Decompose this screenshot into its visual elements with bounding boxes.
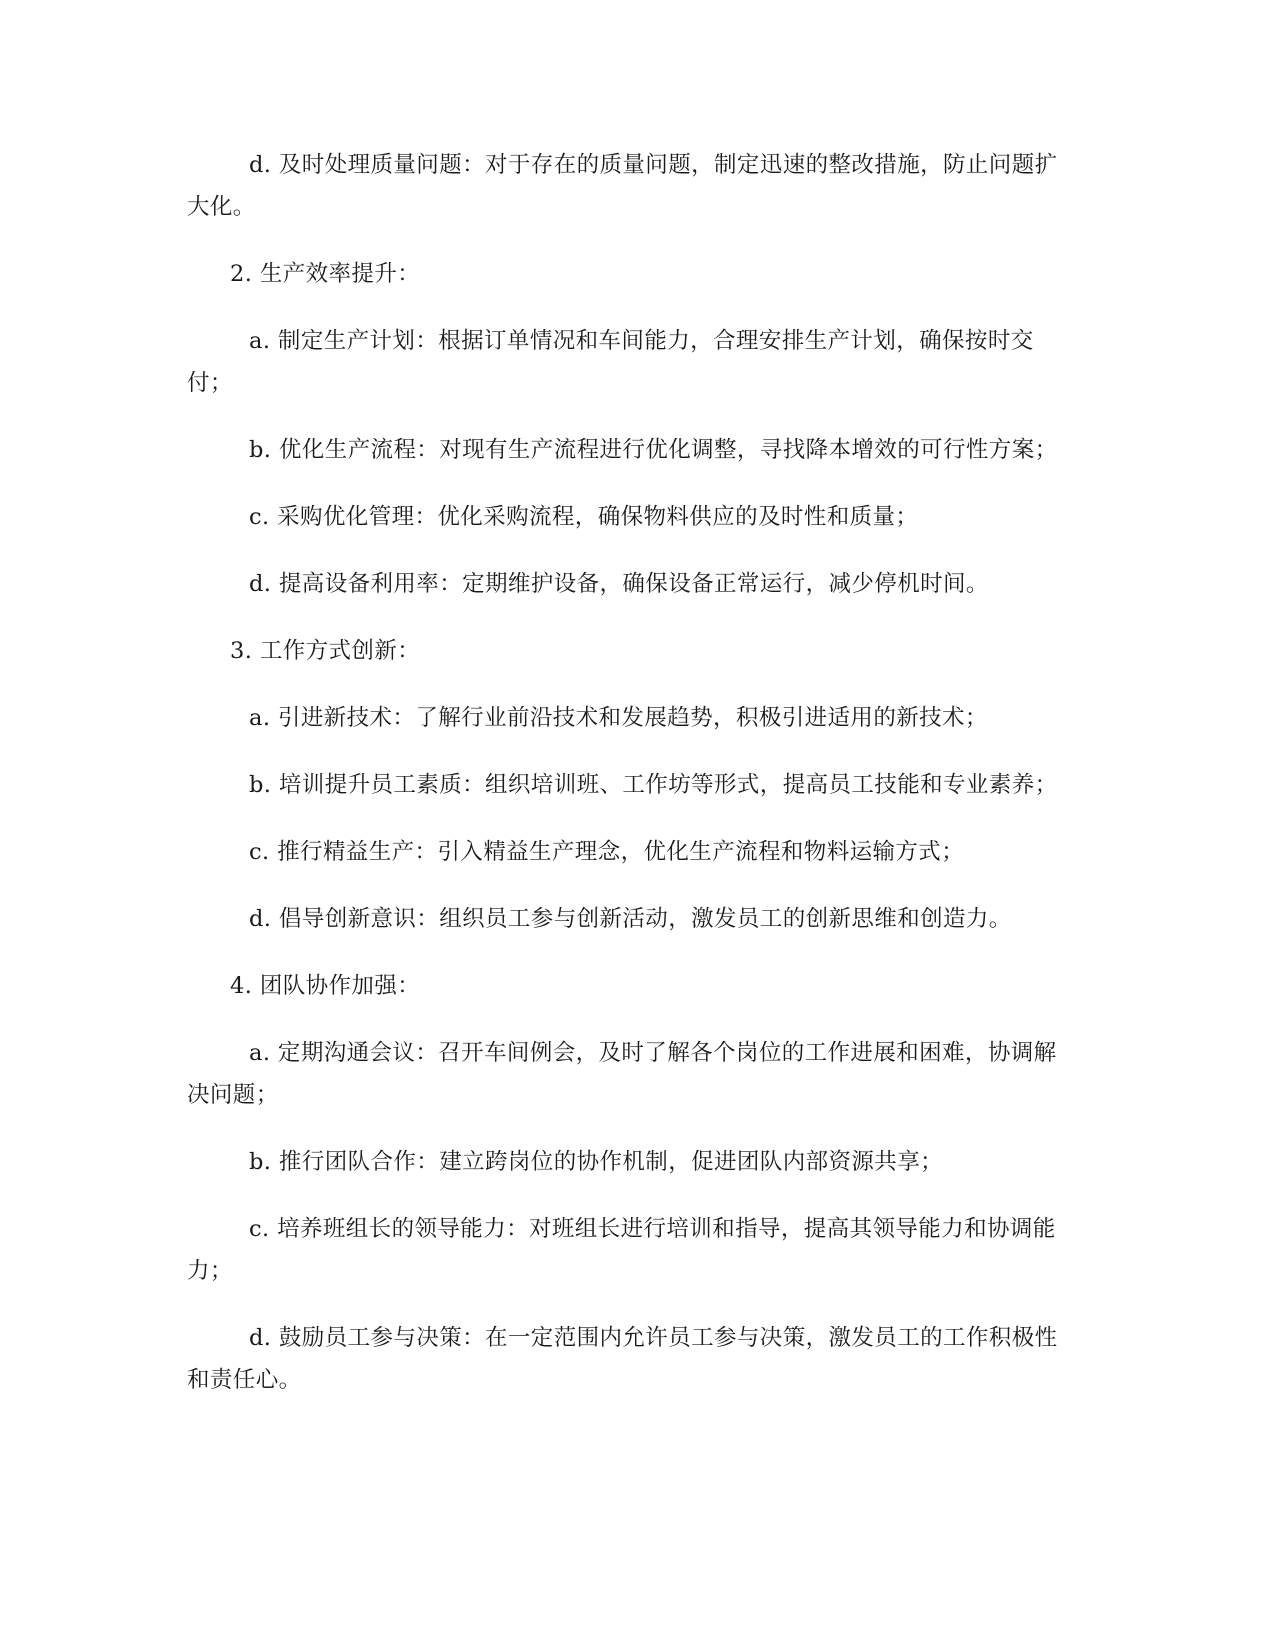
list-item: c. 培养班组长的领导能力：对班组长进行培训和指导，提高其领导能力和协调能力； xyxy=(187,1216,1056,1284)
list-item: b. 培训提升员工素质：组织培训班、工作坊等形式，提高员工技能和专业素养； xyxy=(249,772,1058,798)
section-heading: 4. 团队协作加强： xyxy=(230,973,421,999)
list-item: c. 采购优化管理：优化采购流程，确保物料供应的及时性和质量； xyxy=(249,504,919,530)
list-item: a. 引进新技术：了解行业前沿技术和发展趋势，积极引进适用的新技术； xyxy=(249,705,988,731)
section-heading: 3. 工作方式创新： xyxy=(230,638,421,664)
section-heading: 2. 生产效率提升： xyxy=(230,261,421,287)
list-item: d. 提高设备利用率：定期维护设备，确保设备正常运行，减少停机时间。 xyxy=(249,571,989,597)
list-item: b. 推行团队合作：建立跨岗位的协作机制，促进团队内部资源共享； xyxy=(249,1149,944,1175)
list-item: d. 倡导创新意识：组织员工参与创新活动，激发员工的创新思维和创造力。 xyxy=(249,906,1012,932)
document-body xyxy=(187,144,1079,1401)
list-item: b. 优化生产流程：对现有生产流程进行优化调整，寻找降本增效的可行性方案； xyxy=(249,437,1058,463)
list-item: d. 鼓励员工参与决策：在一定范围内允许员工参与决策，激发员工的工作积极性和责任心。 xyxy=(187,1325,1058,1393)
list-item: a. 制定生产计划：根据订单情况和车间能力，合理安排生产计划，确保按时交付； xyxy=(187,328,1034,396)
list-item: a. 定期沟通会议：召开车间例会，及时了解各个岗位的工作进展和困难，协调解决问题； xyxy=(187,1040,1057,1108)
list-item: c. 推行精益生产：引入精益生产理念，优化生产流程和物料运输方式； xyxy=(249,839,965,865)
list-item: d. 及时处理质量问题：对于存在的质量问题，制定迅速的整改措施，防止问题扩大化。 xyxy=(187,152,1058,220)
